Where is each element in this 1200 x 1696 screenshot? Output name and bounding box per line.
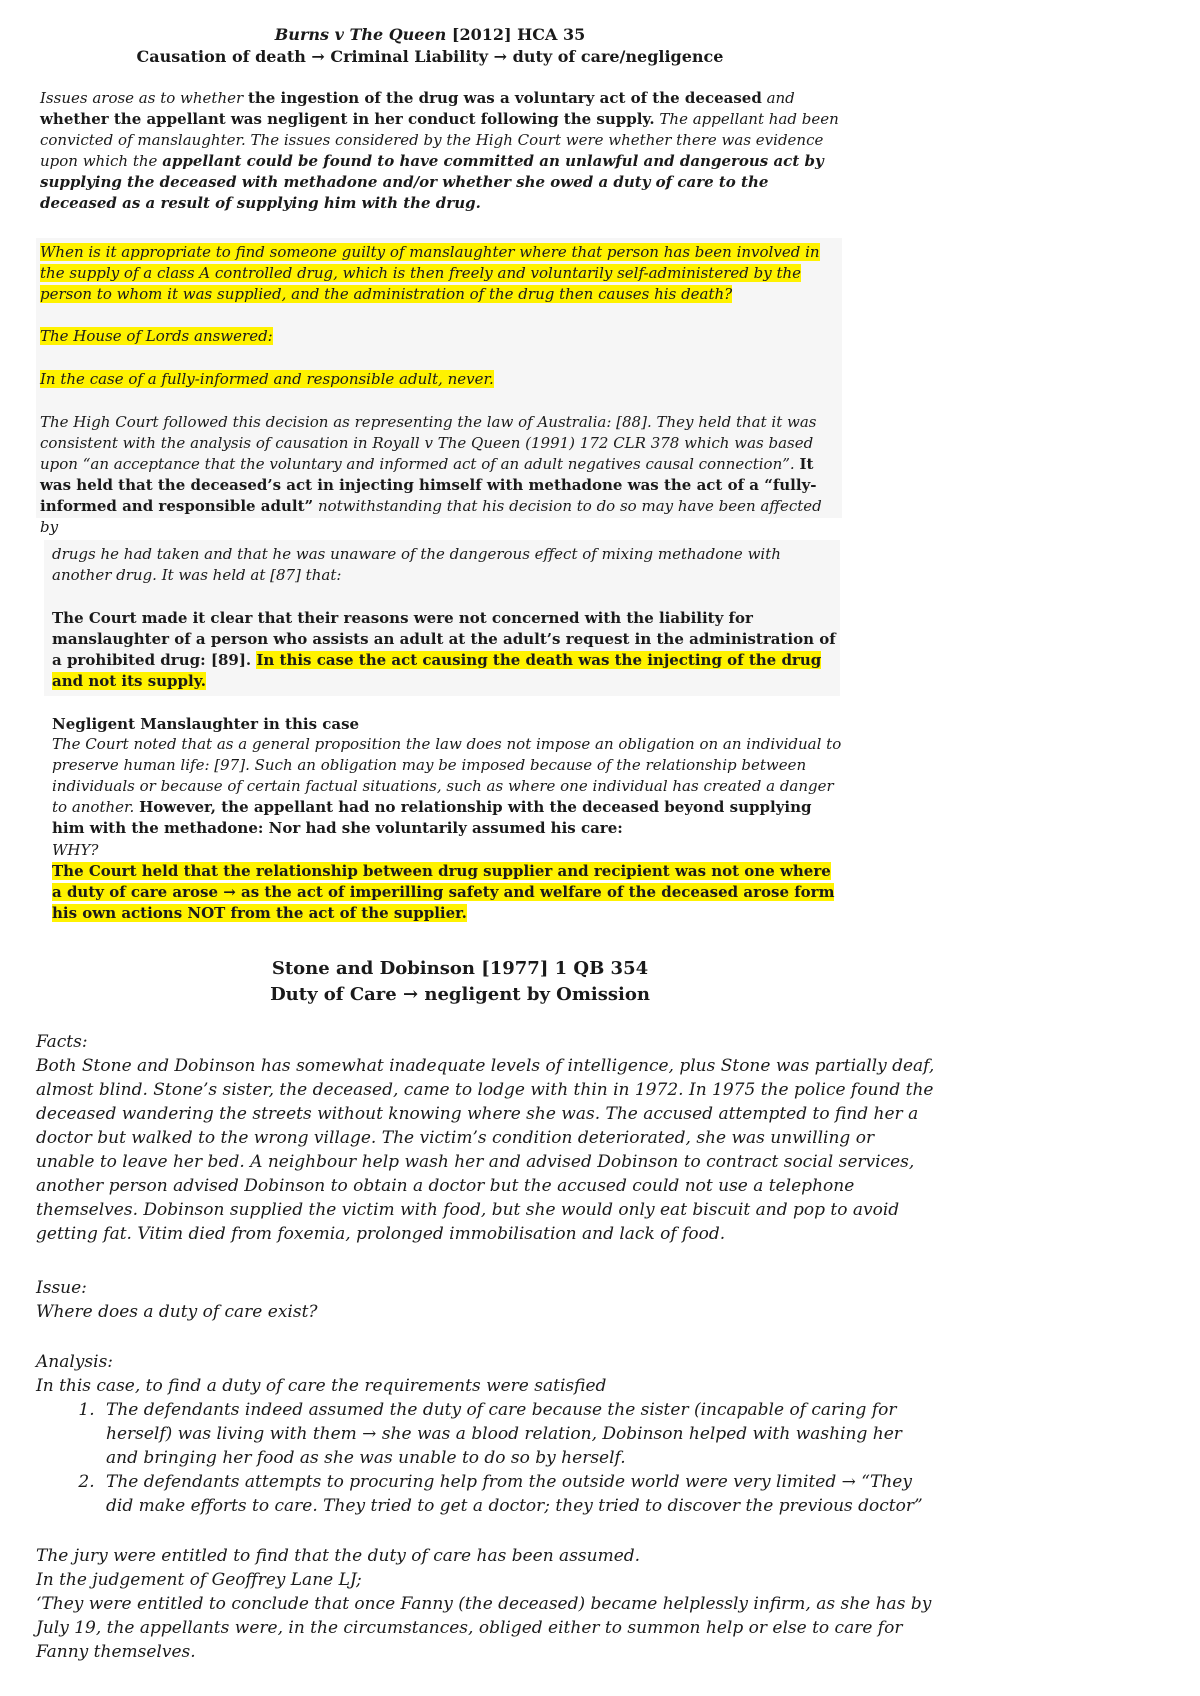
stone-subtitle: Duty of Care → negligent by Omission xyxy=(270,984,650,1005)
p4-highlight-b: In this case the act causing the death was the injecting of the drug and not its supply. xyxy=(52,651,822,690)
house-of-lords-line xyxy=(40,326,273,347)
stone-heading xyxy=(0,956,920,1008)
quote-text: ‘They were entitled to conclude that once Fanny (the deceased) became helplessly infirm, as she has by July 19, the appellants were, in the circumstances, obliged either to summon help or else to care for Fanny themselves. xyxy=(36,1594,932,1662)
p3-text: drugs he had taken and that he was unaware of the dangerous effect of mixing methadone with another drug. It was held at [87] that: xyxy=(52,545,781,584)
conclusion-section xyxy=(36,1544,936,1664)
burns-title-case: Burns v The Queen xyxy=(274,25,447,44)
burns-subtitle: Causation of death → Criminal Liability → duty of care/negligence xyxy=(136,47,724,66)
jury-line: The jury were entitled to find that the duty of care has been assumed. xyxy=(36,1546,641,1566)
why-line: WHY? xyxy=(52,841,99,859)
analysis-label: Analysis: xyxy=(36,1352,114,1372)
p1-bolditalic-f: appellant could be found to have committed an unlawful and dangerous act by supplying the deceased with methadone and/or whether she owed a duty of care to the deceased as a result of supplying him with the drug. xyxy=(40,152,824,212)
p1-bold-b: the ingestion of the drug was a voluntary act of the deceased xyxy=(247,89,762,107)
negligent-paragraph xyxy=(52,734,842,839)
facts-label: Facts: xyxy=(36,1032,88,1052)
p1-text-c: and xyxy=(761,89,795,107)
stone-title: Stone and Dobinson [1977] 1 QB 354 xyxy=(271,958,649,979)
issue-label: Issue: xyxy=(36,1278,87,1298)
burns-title-cite: [2012] HCA 35 xyxy=(451,25,586,44)
p2-text-c: notwithstanding that his decision to do so may have been affected by xyxy=(40,497,822,536)
p4-text-a: The Court made it clear that their reasons were not concerned with the liability for manslaughter of a person who assists an adult at the adult’s request in the administration of a prohibited drug: [89]. xyxy=(52,609,836,669)
issue-text: Where does a duty of care exist? xyxy=(36,1302,318,1322)
list-item: 1. The defendants indeed assumed the duty of care because the sister (incapable of caring for herself) was living with them → she was a blood relation, Dobinson helped with washing her and bringing her food as she was unable to do so by herself. xyxy=(100,1398,936,1470)
court-held-highlight: The Court held that the relationship between drug supplier and recipient was not one where a duty of care arose → as the act of imperilling safety and welfare of the deceased arose form his own actions NOT from the act of the supplier. xyxy=(52,862,835,922)
answer-line xyxy=(40,369,494,390)
p2-bold-b: It was held that the deceased’s act in injecting himself with methadone was the act of a “fully-informed and responsible adult” xyxy=(40,455,817,515)
p1-text-a: Issues arose as to whether xyxy=(40,89,248,107)
answer-highlight: In the case of a fully-informed and responsible adult, never. xyxy=(40,370,494,388)
high-court-paragraph xyxy=(40,412,840,538)
question-highlight: When is it appropriate to find someone guilty of manslaughter where that person has been involved in the supply of a class A controlled drug, which is then freely and voluntarily self-administered by the person to whom it was supplied, and the administration of the drug then causes his death? xyxy=(40,243,820,303)
issue-section xyxy=(36,1276,936,1324)
neg-text-a: The Court noted that as a general proposition the law does not impose an obligation on an individual to preserve human life: [97]. Such an obligation may be imposed because of the relationship between individuals or because of certain factual situations, such as where one individual has created a danger to another. xyxy=(52,735,842,816)
burns-title xyxy=(0,24,860,46)
court-held-paragraph xyxy=(52,861,842,924)
house-of-lords-highlight: The House of Lords answered: xyxy=(40,327,273,345)
analysis-intro: In this case, to find a duty of care the requirements were satisfied xyxy=(36,1376,607,1396)
list-item: 2. The defendants attempts to procuring help from the outside world were very limited → “They did make efforts to care. They tried to get a doctor; they tried to discover the previous doctor” xyxy=(100,1470,936,1518)
analysis-section xyxy=(36,1350,936,1518)
neg-bold-b: However, the appellant had no relationship with the deceased beyond supplying him with the methadone: Nor had she voluntarily assumed his care: xyxy=(52,798,812,837)
p2-text-a: The High Court followed this decision as representing the law of Australia: [88]. They held that it was consistent with the analysis of causation in Royall v The Queen (1991) 172 CLR 378 which was based upon “an acceptance that the voluntary and informed act of an adult negatives causal connection”. xyxy=(40,413,817,473)
p1-bold-d: whether the appellant was negligent in her conduct following the supply. xyxy=(40,110,655,128)
drugs-paragraph xyxy=(52,544,832,586)
burns-heading xyxy=(0,24,860,68)
burns-issues-paragraph xyxy=(40,88,840,214)
negligent-heading: Negligent Manslaughter in this case xyxy=(52,715,360,733)
judgement-line: In the judgement of Geoffrey Lane LJ; xyxy=(36,1570,362,1590)
p1-text-e: The appellant had been convicted of manslaughter. The issues considered by the High Court were whether there was evidence upon which the xyxy=(40,110,839,170)
court-reasons-paragraph xyxy=(52,608,842,692)
facts-text: Both Stone and Dobinson has somewhat inadequate levels of intelligence, plus Stone was partially deaf, almost blind. Stone’s sister, the deceased, came to lodge with thin in 1972. In 1975 the police found the deceased wandering the streets without knowing where she was. The accused attempted to find her a doctor but walked to the wrong village. The victim’s condition deteriorated, she was unwilling or unable to leave her bed. A neighbour help wash her and advised Dobinson to contract social services, another person advised Dobinson to obtain a doctor but the accused could not use a telephone themselves. Dobinson supplied the victim with food, but she would only eat biscuit and pop to avoid getting fat. Vitim died from foxemia, prolonged immobilisation and lack of food. xyxy=(36,1056,935,1244)
analysis-list xyxy=(36,1398,936,1518)
facts-section xyxy=(36,1030,936,1246)
excerpt-question xyxy=(40,242,840,305)
